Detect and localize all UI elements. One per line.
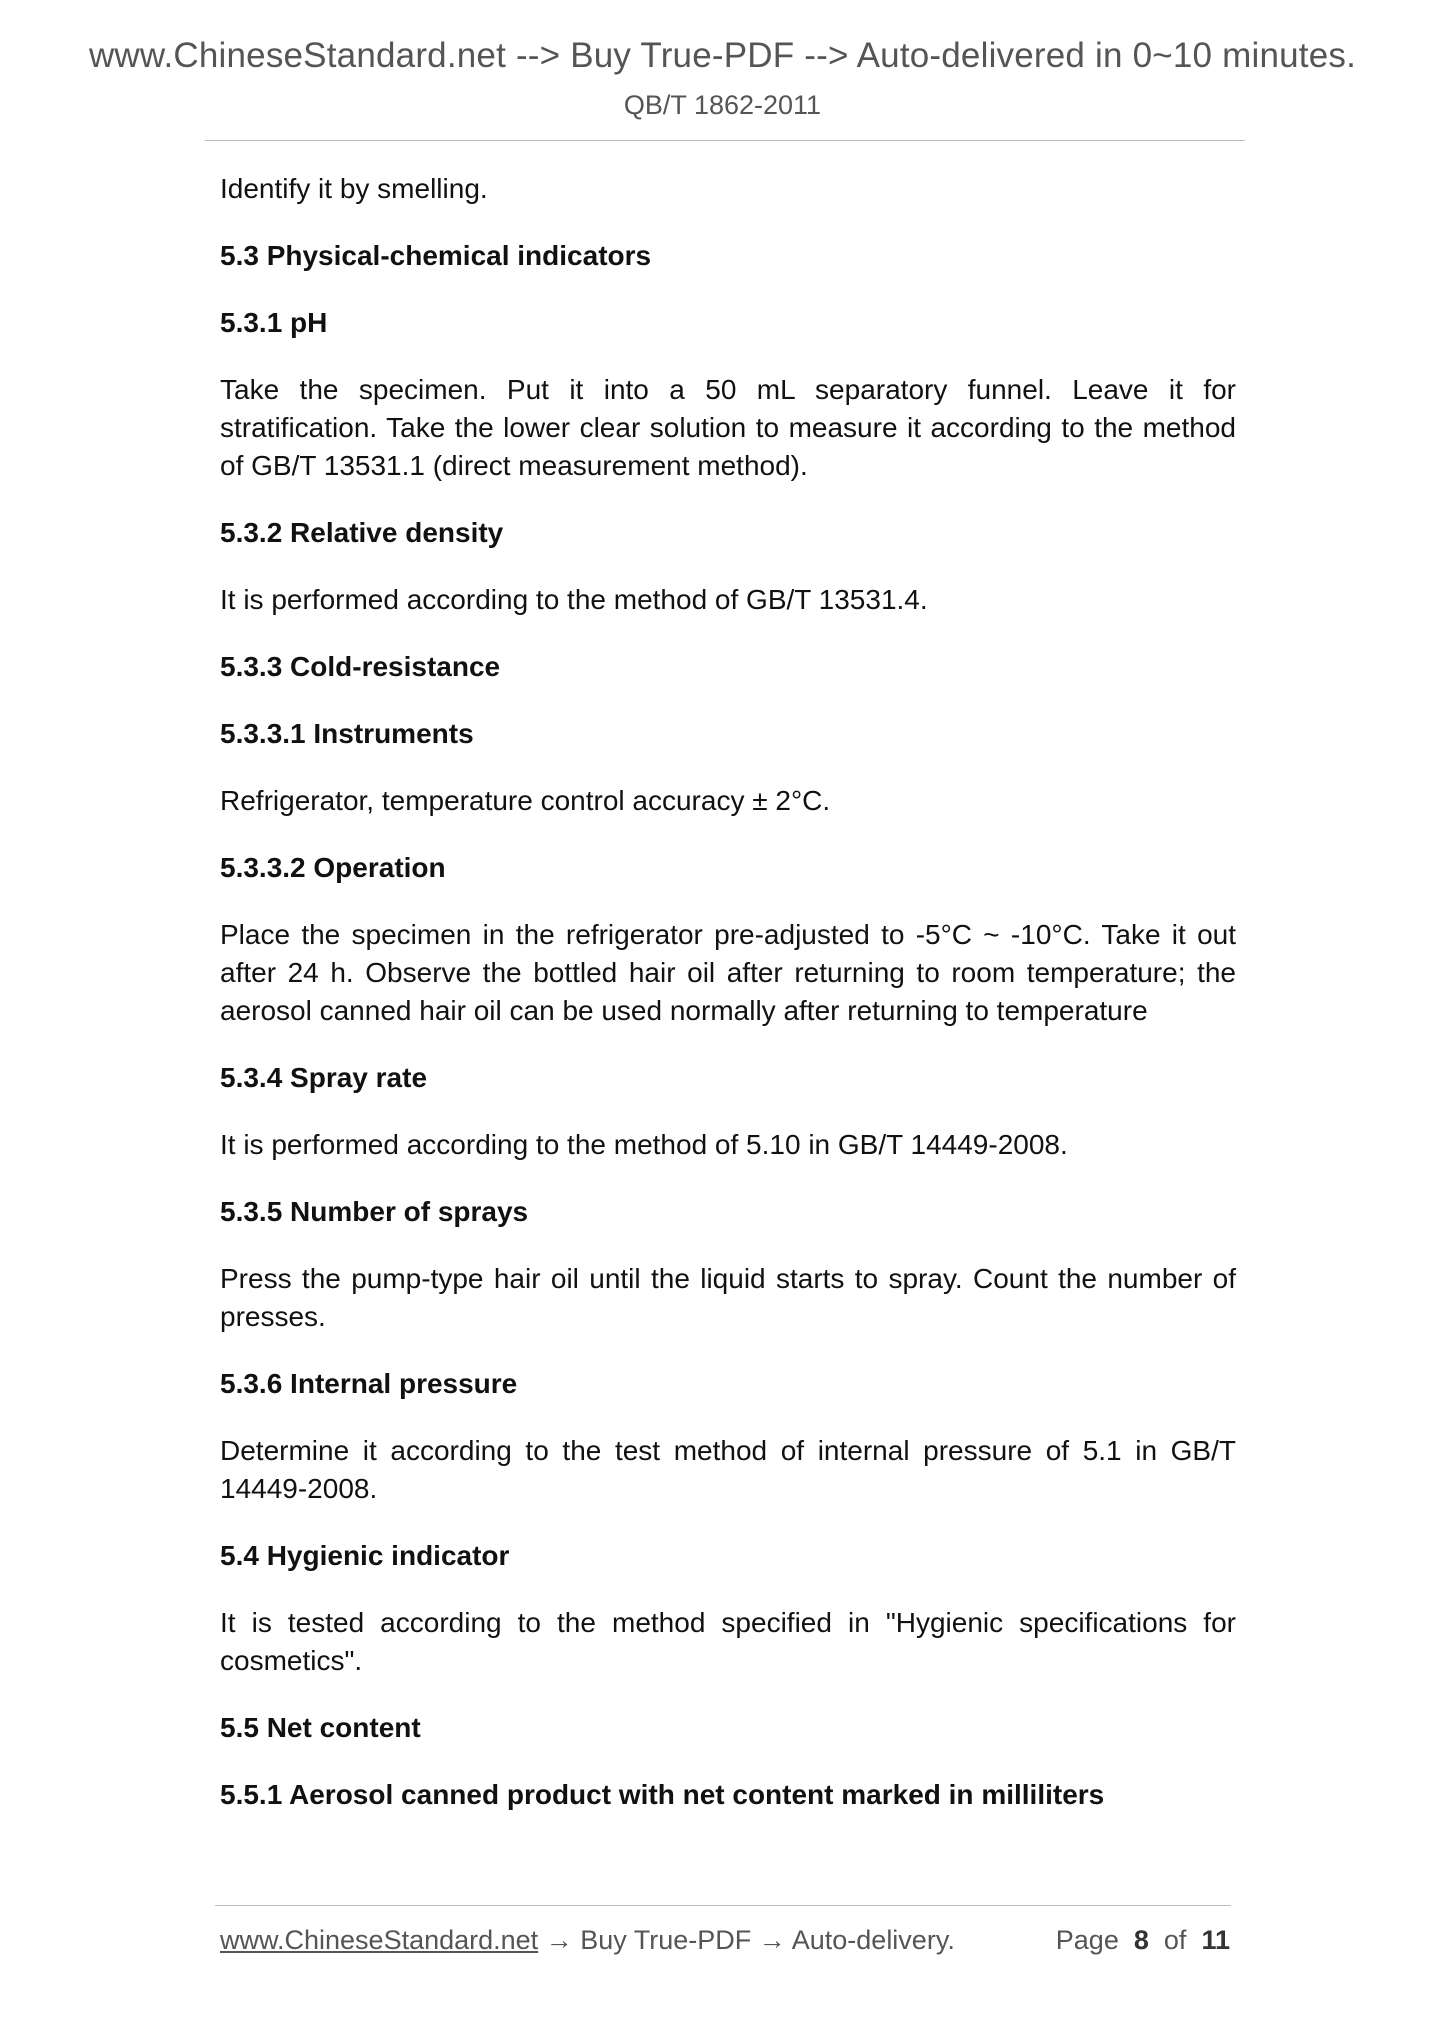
site-link[interactable]: www.ChineseStandard.net bbox=[220, 1925, 539, 1955]
paragraph: It is performed according to the method of GB/T 13531.4. bbox=[220, 584, 928, 615]
footer-tagline: → Buy True-PDF → Auto-delivery. bbox=[538, 1925, 955, 1955]
paragraph: Refrigerator, temperature control accuracy ± 2°C. bbox=[220, 785, 831, 816]
document-body bbox=[220, 170, 1236, 1843]
section-heading: 5.3.3 Cold-resistance bbox=[220, 651, 501, 682]
header-banner: www.ChineseStandard.net --> Buy True-PDF --> Auto-delivered in 0~10 minutes. bbox=[88, 36, 1357, 75]
section-heading: 5.3 Physical-chemical indicators bbox=[220, 240, 652, 271]
section-heading: 5.3.3.2 Operation bbox=[220, 852, 446, 883]
paragraph: Place the specimen in the refrigerator pre-adjusted to -5°C ~ -10°C. Take it out after 24 h. Observe the bottled hair oil after returning to room temperature; the aerosol canned hair oil can be used normally after returning to temperature bbox=[220, 919, 1236, 1026]
page-number: 8 bbox=[1133, 1925, 1149, 1955]
paragraph: Press the pump-type hair oil until the liquid starts to spray. Count the number of presses. bbox=[220, 1263, 1236, 1332]
paragraph: It is performed according to the method of 5.10 in GB/T 14449-2008. bbox=[220, 1129, 1068, 1160]
section-heading: 5.3.3.1 Instruments bbox=[220, 718, 474, 749]
of-label: of bbox=[1163, 1925, 1187, 1955]
footer-left bbox=[220, 1925, 955, 1956]
paragraph: Identify it by smelling. bbox=[220, 173, 488, 204]
section-heading: 5.3.2 Relative density bbox=[220, 517, 504, 548]
section-heading: 5.3.4 Spray rate bbox=[220, 1062, 428, 1093]
standard-code: QB/T 1862-2011 bbox=[623, 90, 822, 120]
section-heading: 5.3.5 Number of sprays bbox=[220, 1196, 529, 1227]
paragraph: Take the specimen. Put it into a 50 mL separatory funnel. Leave it for stratification. Take the lower clear solution to measure it according to the method of GB/T 13531.1 (direct measurement method). bbox=[220, 374, 1236, 481]
section-heading: 5.3.6 Internal pressure bbox=[220, 1368, 518, 1399]
section-heading: 5.5.1 Aerosol canned product with net content marked in milliliters bbox=[220, 1779, 1105, 1810]
section-heading: 5.3.1 pH bbox=[220, 307, 328, 338]
page-total: 11 bbox=[1201, 1925, 1230, 1955]
header-divider bbox=[205, 140, 1245, 141]
paragraph: It is tested according to the method specified in "Hygienic specifications for cosmetics". bbox=[220, 1607, 1236, 1676]
page-indicator bbox=[1056, 1925, 1230, 1956]
section-heading: 5.4 Hygienic indicator bbox=[220, 1540, 510, 1571]
paragraph: Determine it according to the test method of internal pressure of 5.1 in GB/T 14449-2008. bbox=[220, 1435, 1236, 1504]
footer-divider bbox=[215, 1905, 1231, 1906]
page-label: Page bbox=[1055, 1925, 1119, 1955]
section-heading: 5.5 Net content bbox=[220, 1712, 421, 1743]
